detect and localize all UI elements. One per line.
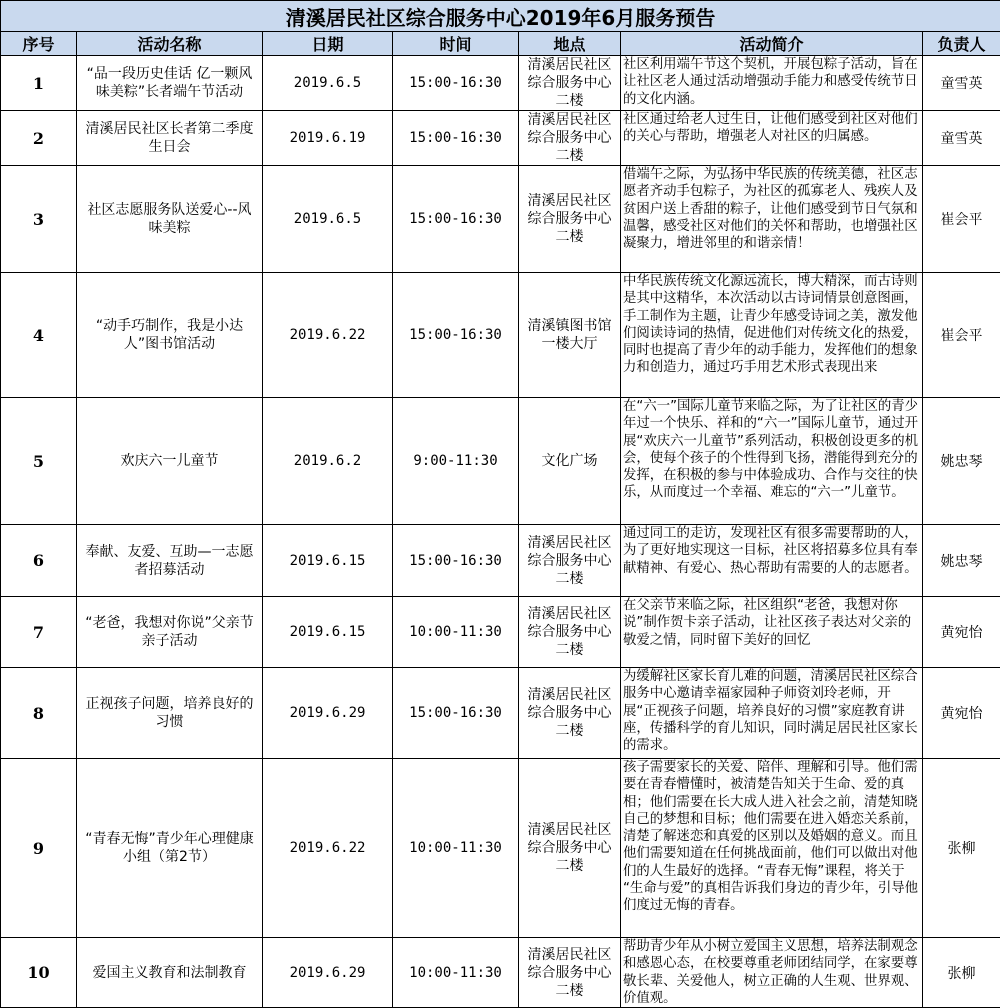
header-date: 日期 [263, 32, 393, 56]
activity-intro: 孩子需要家长的关爱、陪伴、理解和引导。他们需要在青春懵懂时，被清楚告知关于生命、爱的真相；他们需要在长大成人进入社会之前，清楚知晓自己的梦想和目标；他们需要在进入婚恋关系前，清楚了解迷恋和真爱的区别以及婚姻的意义。而且他们需要知道在任何挑战面前，他们可以做出对他们的人生最好的选择。“青春无悔”课程，将关于 “生命与爱”的真相告诉我们身边的青少年，引导他们度过无悔的青春。 [621, 759, 923, 938]
activity-owner: 崔会平 [923, 166, 1000, 273]
activity-owner: 黄宛怡 [923, 597, 1000, 668]
activity-intro: 通过同工的走访，发现社区有很多需要帮助的人，为了更好地实现这一目标，社区将招募多位具有奉献精神、有爱心、热心帮助有需要的人的志愿者。 [621, 525, 923, 597]
activity-owner: 童雪英 [923, 56, 1000, 111]
table-row [1, 398, 1000, 525]
activity-intro: 中华民族传统文化源远流长，博大精深，而古诗则是其中这精华，本次活动以古诗词情景创意图画，手工制作为主题，让青少年感受诗词之美，激发他们阅读诗词的热情，促进他们对传统文化的热爱，同时也提高了青少年的动手能力，发挥他们的想象力和创造力，通过巧手用艺术形式表现出来 [621, 273, 923, 398]
activity-time: 15:00-16:30 [393, 56, 519, 111]
sheet-title: 清溪居民社区综合服务中心2019年6月服务预告 [1, 1, 1000, 32]
activity-time: 15:00-16:30 [393, 273, 519, 398]
activity-place: 清溪居民社区综合服务中心二楼 [519, 668, 621, 759]
table-row [1, 166, 1000, 273]
row-number: 7 [1, 597, 77, 668]
header-no: 序号 [1, 32, 77, 56]
activity-date: 2019.6.22 [263, 273, 393, 398]
activity-owner: 黄宛怡 [923, 668, 1000, 759]
header-name: 活动名称 [77, 32, 263, 56]
activity-owner: 童雪英 [923, 111, 1000, 166]
activity-owner: 姚忠琴 [923, 525, 1000, 597]
activity-intro: 帮助青少年从小树立爱国主义思想，培养法制观念和感恩心态，在校要尊重老师团结同学，在家要尊敬长辈、关爱他人，树立正确的人生观、世界观、价值观。 [621, 938, 923, 1008]
activity-time: 15:00-16:30 [393, 668, 519, 759]
row-number: 2 [1, 111, 77, 166]
row-number: 8 [1, 668, 77, 759]
activity-place: 清溪居民社区综合服务中心二楼 [519, 597, 621, 668]
activity-owner: 崔会平 [923, 273, 1000, 398]
activity-time: 9:00-11:30 [393, 398, 519, 525]
activity-name: 社区志愿服务队送爱心--风味美粽 [77, 166, 263, 273]
row-number: 10 [1, 938, 77, 1008]
activity-intro: 借端午之际，为弘扬中华民族的传统美德，社区志愿者齐动手包粽子，为社区的孤寡老人、残疾人及贫困户送上香甜的粽子，让他们感受到节日气氛和温馨，感受社区对他们的关怀和帮助，也增强社区凝聚力，增进邻里的和谐亲情！ [621, 166, 923, 273]
activity-date: 2019.6.29 [263, 938, 393, 1008]
activity-date: 2019.6.5 [263, 166, 393, 273]
activity-name: “动手巧制作，我是小达人”图书馆活动 [77, 273, 263, 398]
row-number: 9 [1, 759, 77, 938]
activity-place: 文化广场 [519, 398, 621, 525]
row-number: 1 [1, 56, 77, 111]
activity-name: “青春无悔”青少年心理健康小组（第2节） [77, 759, 263, 938]
activity-place: 清溪居民社区综合服务中心二楼 [519, 525, 621, 597]
activity-owner: 张柳 [923, 759, 1000, 938]
activity-date: 2019.6.15 [263, 525, 393, 597]
activity-time: 10:00-11:30 [393, 597, 519, 668]
table-row [1, 668, 1000, 759]
table-row [1, 597, 1000, 668]
activity-name: “老爸，我想对你说”父亲节亲子活动 [77, 597, 263, 668]
activity-intro: 为缓解社区家长育儿难的问题，清溪居民社区综合服务中心邀请幸福家园种子师资刘玲老师，开展“正视孩子问题，培养良好的习惯”家庭教育讲座，传播科学的育儿知识，同时满足居民社区家长的需求。 [621, 668, 923, 759]
activity-name: “品一段历史佳话 亿一颗风味美粽”长者端午节活动 [77, 56, 263, 111]
activity-name: 清溪居民社区长者第二季度生日会 [77, 111, 263, 166]
table-row [1, 759, 1000, 938]
activity-owner: 姚忠琴 [923, 398, 1000, 525]
activity-time: 15:00-16:30 [393, 166, 519, 273]
activity-place: 清溪居民社区综合服务中心二楼 [519, 938, 621, 1008]
activity-name: 欢庆六一儿童节 [77, 398, 263, 525]
activity-date: 2019.6.19 [263, 111, 393, 166]
activity-time: 15:00-16:30 [393, 525, 519, 597]
row-number: 6 [1, 525, 77, 597]
activity-place: 清溪居民社区综合服务中心二楼 [519, 56, 621, 111]
activity-date: 2019.6.22 [263, 759, 393, 938]
row-number: 5 [1, 398, 77, 525]
activity-date: 2019.6.29 [263, 668, 393, 759]
header-intro: 活动简介 [621, 32, 923, 56]
activity-intro: 社区通过给老人过生日，让他们感受到社区对他们的关心与帮助，增强老人对社区的归属感。 [621, 111, 923, 166]
table-row [1, 938, 1000, 1008]
table-row [1, 525, 1000, 597]
header-row [1, 32, 1000, 56]
activity-place: 清溪居民社区综合服务中心二楼 [519, 111, 621, 166]
activity-place: 清溪镇图书馆一楼大厅 [519, 273, 621, 398]
activity-date: 2019.6.15 [263, 597, 393, 668]
activity-time: 10:00-11:30 [393, 938, 519, 1008]
activity-intro: 在父亲节来临之际，社区组织“老爸，我想对你说”制作贺卡亲子活动，让社区孩子表达对父亲的敬爱之情，同时留下美好的回忆 [621, 597, 923, 668]
header-place: 地点 [519, 32, 621, 56]
activity-name: 爱国主义教育和法制教育 [77, 938, 263, 1008]
activity-date: 2019.6.5 [263, 56, 393, 111]
header-owner: 负责人 [923, 32, 1000, 56]
activity-place: 清溪居民社区综合服务中心二楼 [519, 166, 621, 273]
table-row [1, 111, 1000, 166]
activity-name: 正视孩子问题，培养良好的习惯 [77, 668, 263, 759]
activity-name: 奉献、友爱、互助—一志愿者招募活动 [77, 525, 263, 597]
activity-intro: 在“六一”国际儿童节来临之际，为了让社区的青少年过一个快乐、祥和的“六一”国际儿童节，通过开展“欢庆六一儿童节”系列活动，积极创设更多的机会，使每个孩子的个性得到飞扬，潜能得到充分的发挥，在积极的参与中体验成功、合作与交往的快乐，从而度过一个幸福、难忘的“六一”儿童节。 [621, 398, 923, 525]
activity-date: 2019.6.2 [263, 398, 393, 525]
activity-time: 15:00-16:30 [393, 111, 519, 166]
activity-owner: 张柳 [923, 938, 1000, 1008]
activity-time: 10:00-11:30 [393, 759, 519, 938]
header-time: 时间 [393, 32, 519, 56]
activity-intro: 社区利用端午节这个契机，开展包粽子活动，旨在让社区老人通过活动增强动手能力和感受传统节日的文化内涵。 [621, 56, 923, 111]
table-row [1, 56, 1000, 111]
activity-place: 清溪居民社区综合服务中心二楼 [519, 759, 621, 938]
row-number: 3 [1, 166, 77, 273]
row-number: 4 [1, 273, 77, 398]
table-row [1, 273, 1000, 398]
